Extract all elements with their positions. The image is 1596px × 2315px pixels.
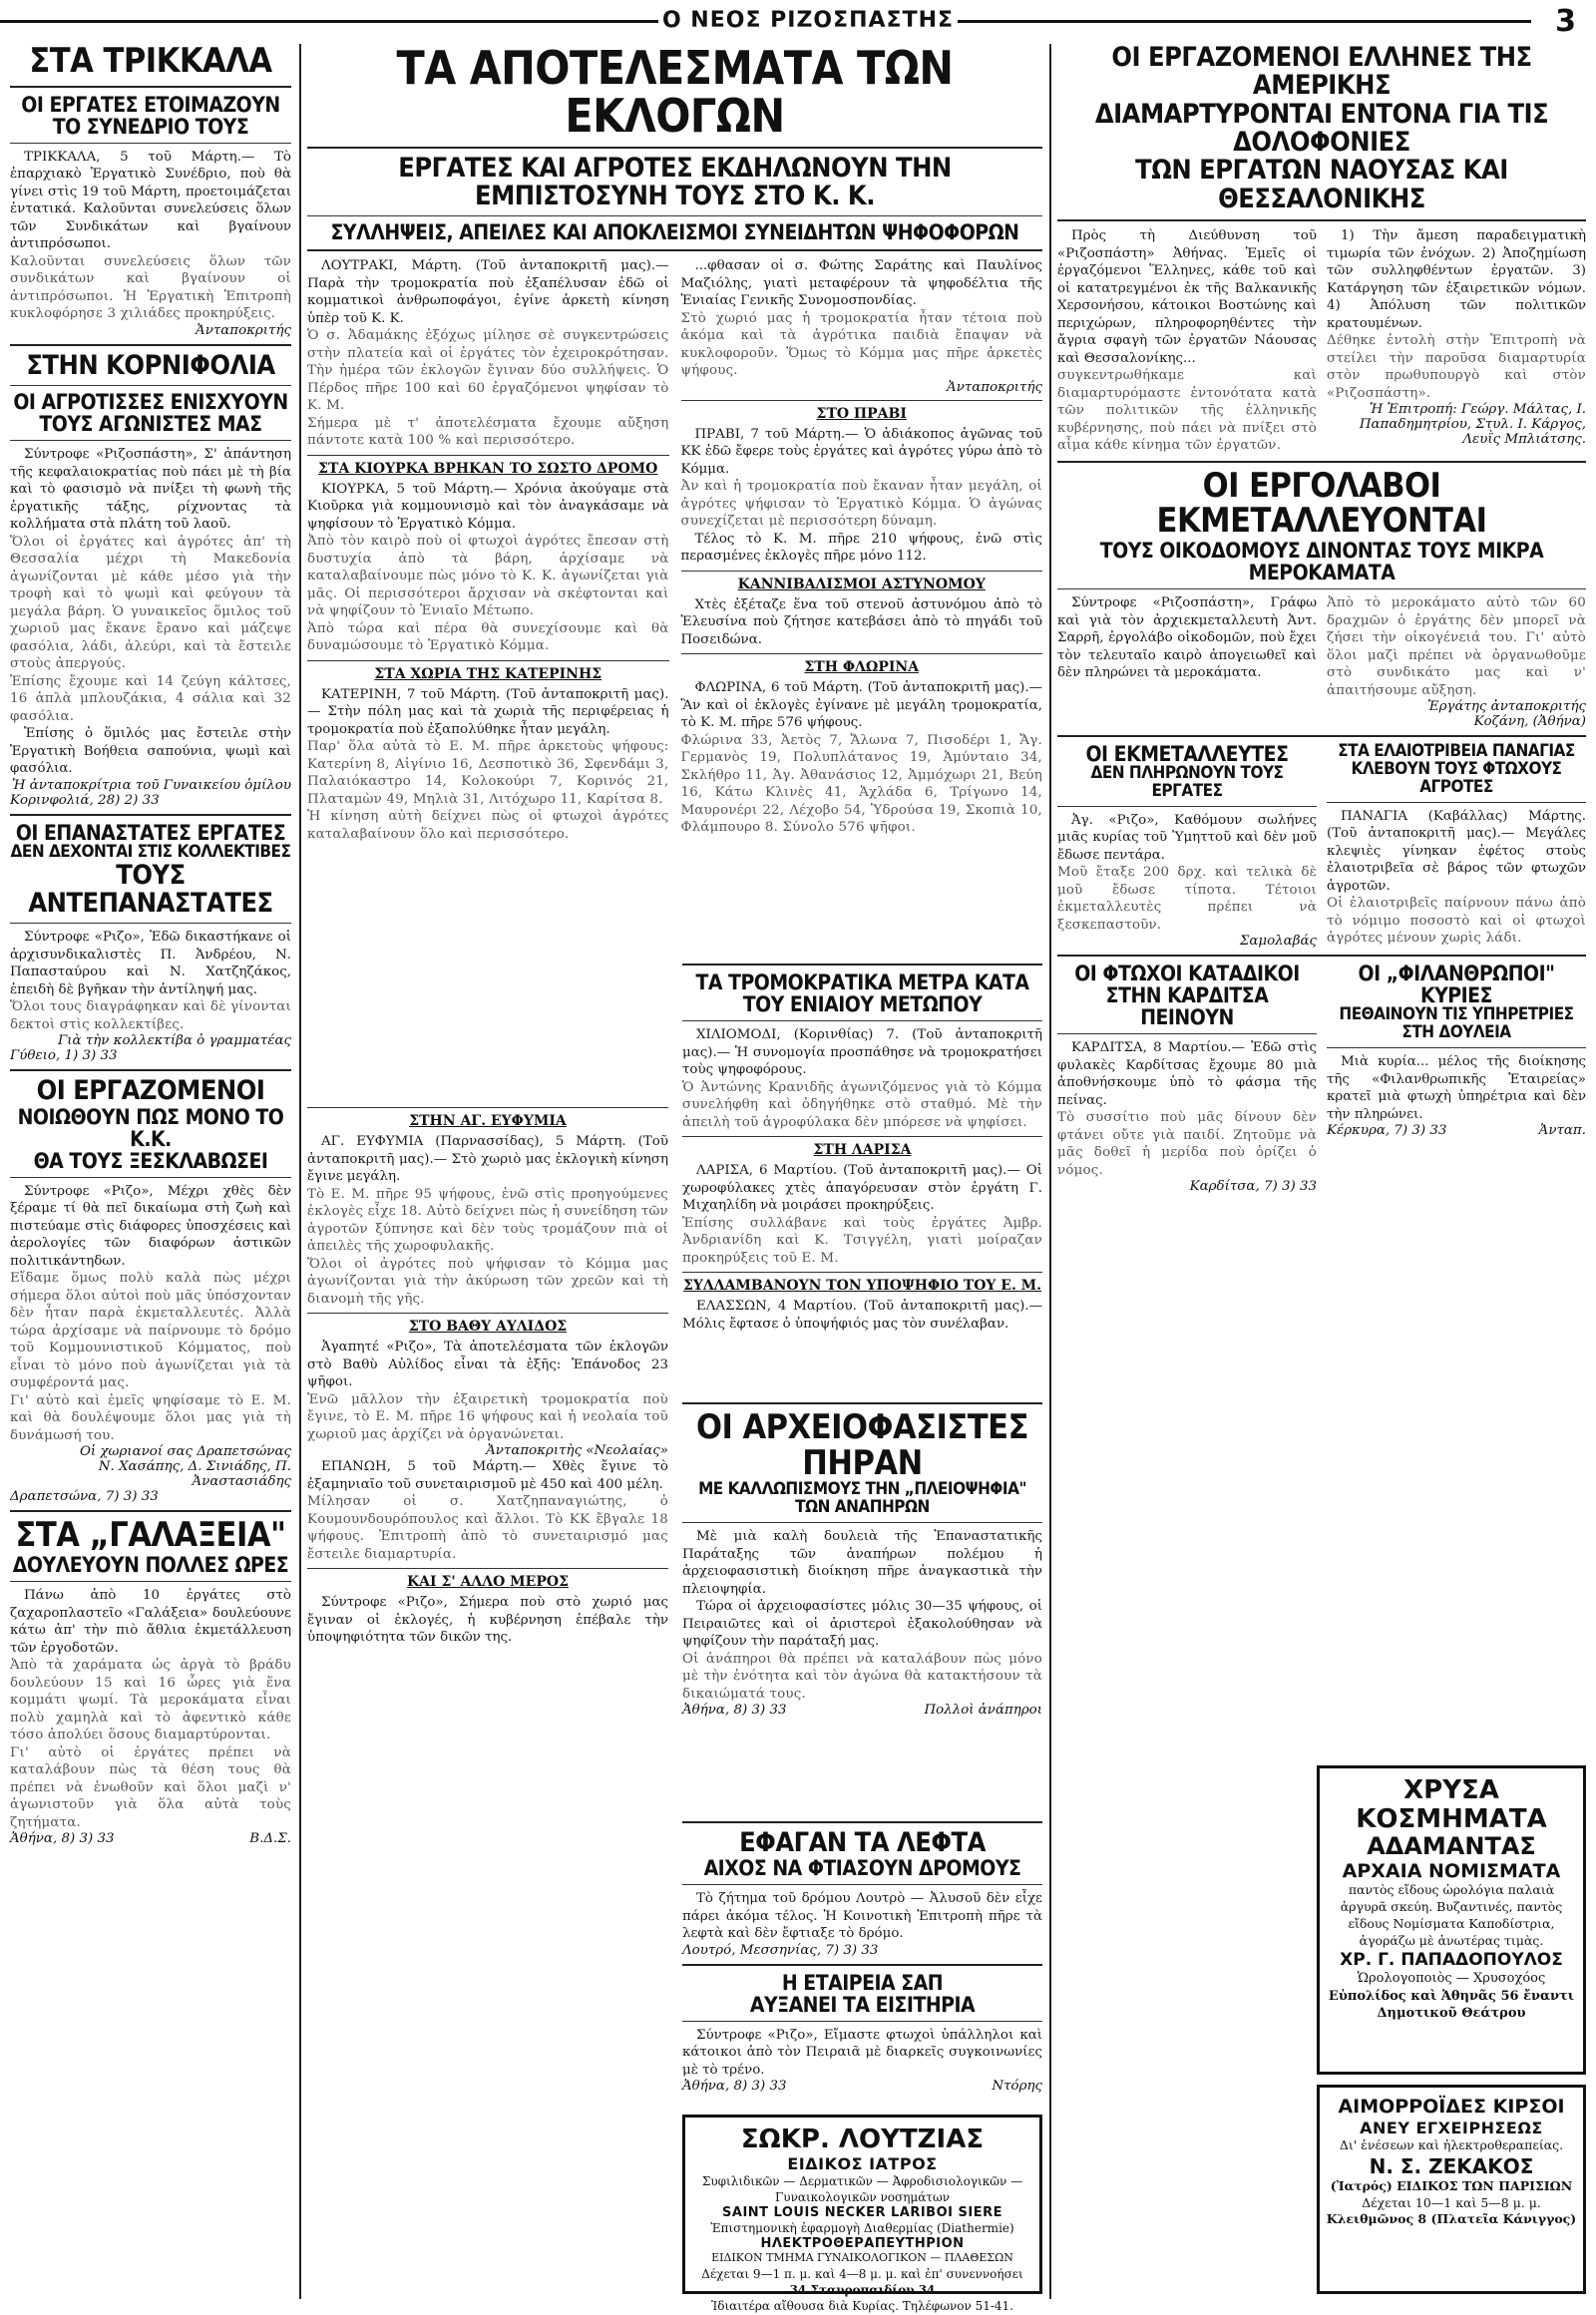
divider (10, 344, 291, 346)
masthead-rule-right (958, 20, 1531, 23)
divider (10, 440, 291, 441)
section-heading: ΣΤΗΝ ΑΓ. ΕΥΦΥΜΙΑ (409, 1113, 567, 1129)
main-subheadline: ΣΥΛΛΗΨΕΙΣ, ΑΠΕΙΛΕΣ ΚΑΙ ΑΠΟΚΛΕΙΣΜΟΙ ΣΥΝΕΙΔΗΤΩΝ ΨΗΦΟΦΟΡΩΝ (330, 220, 1019, 245)
headline: ΔΙΑΜΑΡΤΥΡΟΝΤΑΙ ΕΝΤΟΝΑ ΓΙΑ ΤΙΣ ΔΟΛΟΦΟΝΙΕΣ (1094, 98, 1549, 159)
section-heading: ΣΤΗ ΦΛΩΡΙΝΑ (804, 659, 920, 676)
dateline: Καρδίτσα, 7) 3) 33 (1189, 1179, 1317, 1195)
article-signature: Πολλοὶ ἀνάπηροι (924, 1703, 1042, 1719)
article-text: Σύντροφε «Ριζο», Μέχρι χθὲς δὲν ξέραμε τί θὰ πεῖ δικαίωμα στὴ ζωὴ καὶ πιστεύαμε στὶς διάφορες ὑποσχέσεις καὶ ἀερολογίες τῶν διαφόρων ἀστικῶν πολιτικάντηδων. (10, 1183, 291, 1269)
ad-doctor-hospital: SAINT LOUIS NECKER LARIBOI SIERE (722, 2204, 1002, 2220)
divider (682, 2021, 1042, 2022)
subheadline: ΑΙΧΟΣ ΝΑ ΦΤΙΑΣΟΥΝ ΔΡΟΜΟΥΣ (703, 1856, 1021, 1881)
divider (681, 653, 1043, 654)
article-text: ΛΑΡΙΣΑ, 6 Μαρτίου. (Τοῦ ἀνταποκριτῆ μας).— Οἱ χωροφύλακες χτὲς ἀπαγόρευσαν στὸν ἐργάτη Γ. Μιχαηλίδη νὰ μοιράσει προκηρύξεις. (682, 1163, 1042, 1214)
divider (307, 1313, 668, 1314)
section-heading: ΣΤΟ ΒΑΘΥ ΑΥΛΙΔΟΣ (408, 1319, 568, 1335)
ad-gold-line1: ΧΡΥΣΑ ΚΟΣΜΗΜΑΤΑ (1356, 1775, 1547, 1834)
ad-hemo-hours: Δέχεται 10—1 καὶ 5—8 μ. μ. (1362, 2194, 1541, 2210)
divider (307, 147, 1042, 149)
dateline: Κέρκυρα, 7) 3) 33 (1327, 1123, 1447, 1139)
subheadline: ΔΕΝ ΔΕΧΟΝΤΑΙ ΣΤΙΣ ΚΟΛΛΕΚΤΙΒΕΣ (10, 841, 291, 862)
dateline: Κοζάνη, (Ἀθήνα) (1473, 714, 1586, 730)
headline: ΣΤΑ ΕΛΑΙΟΤΡΙΒΕΙΑ ΠΑΝΑΓΙΑΣ (1338, 741, 1575, 762)
subheadline: ΘΑ ΤΟΥΣ ΞΕΣΚΛΑΒΩΣΕΙ (33, 1148, 268, 1173)
section-heading: ΚΑΙ Σ' ΑΛΛΟ ΜΕΡΟΣ (407, 1574, 569, 1590)
headline: ΟΙ ΕΡΓΑΖΟΜΕΝΟΙ (36, 1075, 265, 1107)
article-text-continued: Ἐνῶ μᾶλλον τὴν ἐξαιρετικὴ τρομοκρατία ποὺ ἔγινε, τὸ Ε. Μ. πῆρε 16 ψήφους καὶ ἡ νεολαία τοῦ χωριοῦ μας ἀρχίζει νὰ ὀργανώνεται. (307, 1391, 668, 1442)
ad-doctor-desc: Συφιλιδικῶν — Δερματικῶν — Ἀφροδισιολογικῶν — Γυναικολογικῶν νοσημάτων (701, 2173, 1023, 2204)
article-text-continued: Ὅλοι τους διαγράφηκαν καὶ δὲ γίνονται δεκτοὶ στὶς κολλεκτίβες. (10, 999, 291, 1032)
article-text-continued: Στὸ χωριό μας ἡ τρομοκρατία ἦταν τέτοια ποὺ ἀκόμα καὶ τὰ ἀγρότικα παιδιὰ ἔπαψαν νὰ κυκλοφοροῦν. Ὅμως τὸ Κόμμα μας πῆρε ἀρκετὲς ψήφους. (680, 310, 1042, 379)
subheadline: ΣΤΗΝ ΚΑΡΔΙΤΣΑ ΠΕΙΝΟΥΝ (1105, 983, 1269, 1030)
divider (682, 1020, 1042, 1021)
subheadline: ΤΟΥΣ ΑΝΤΕΠΑΝΑΣΤΑΤΕΣ (28, 859, 273, 919)
subheadline: ΟΙ ΑΓΡΟΤΙΣΣΕΣ ΕΝΙΣΧΥΟΥΝ ΤΟΥΣ ΑΓΩΝΙΣΤΕΣ ΜΑΣ (13, 390, 288, 437)
article-text: Ἀγαπητέ «Ριζο», Τὰ ἀποτελέσματα τῶν ἐκλογῶν στὸ Βαθὺ Αὐλίδος εἶναι τὰ ἑξῆς: Ἐπάνοδος 23 ψῆφοι. (307, 1340, 668, 1389)
article-text-continued: Ἀπὸ τὰ χαράματα ὡς ἀργὰ τὸ βράδυ δουλεύουν 15 καὶ 16 ὧρες γιὰ ἕνα κομμάτι ψωμί. Τὰ μεροκάματα εἶναι πολὺ χαμηλὰ καὶ τὸ ἀφεντικὸ κάθε τόσο ἀπολύει ὅσους διαμαρτύρονται. Γι' αὐτὸ οἱ ἐργάτες πρέπει νὰ καταλάβουν πὼς τὰ θέση τους θὰ πρέπει νὰ ἑνωθοῦν καὶ ὅλοι μαζὶ ν' ἀγωνιστοῦν γιὰ ὅλα αὐτὰ τοὺς ζητήματα. (10, 1658, 291, 1830)
divider (10, 814, 291, 816)
ad-gold-line3: ΑΡΧΑΙΑ ΝΟΜΙΣΜΑΤΑ (1342, 1859, 1561, 1882)
divider (1057, 735, 1586, 737)
ergolavoi-body (1057, 594, 1586, 729)
divider (1057, 955, 1586, 957)
doctor-advertisement (682, 2115, 1042, 2314)
article-text: Σύντροφε «Ριζο», Σήμερα ποὺ στὸ χωριό μας ἔγιναν οἱ ἐκλογές, ἡ κυβέρνηση ἐπέβαλε τὴν ὑποψηφιότητα τῶν δικῶν της. (307, 1595, 668, 1645)
article-signature: Ἐργάτης ἀνταποκριτής (1427, 699, 1586, 715)
subheadline: ΤΟΥΣ ΟΙΚΟΔΟΜΟΥΣ ΔΙΝΟΝΤΑΣ ΤΟΥΣ ΜΙΚΡΑ ΜΕΡΟΚΑΜΑΤΑ (1099, 538, 1544, 584)
article-text: ΕΠΑΝΩΗ, 5 τοῦ Μάρτη.— Χθὲς ἔγινε τὸ ἐξαμηνιαῖο τοῦ συνεταιρισμοῦ μὲ 450 καὶ 400 μέλη. (307, 1459, 668, 1492)
divider (682, 1522, 1042, 1523)
article-text: ΚΙΟΥΡΚΑ, 5 τοῦ Μάρτη.— Χρόνια ἀκούγαμε στὰ Κιοῦρκα γιὰ κομμουνισμὸ καὶ τὸν ἀναγκάσαμε νὰ ψηφίσουν τὸ Ἐργατικὸ Κόμμα. (307, 481, 669, 532)
article-text: Μὲ μιὰ καλὴ δουλειὰ τῆς Ἐπαναστατικῆς Παράταξης τῶν ἀναπήρων πολέμου ἡ ἀρχειοφασιστικὴ διοίκηση πῆρε ἀναγκαστικὰ τὴν πλειοψηφία. (682, 1529, 1042, 1597)
article-signature: Ἀνταποκριτής (196, 322, 291, 338)
divider (1327, 1047, 1586, 1048)
divider (10, 1177, 291, 1178)
article-text: Πρὸς τὴ Διεύθυνση τοῦ «Ριζοσπάστη» Ἀθήνας. Ἐμεῖς οἱ ἐργαζόμενοι Ἕλληνες, κάθε τοῦ καὶ οἱ κατατρεγμένοι ἐκ τῆς Βαλκανικῆς Χερσονήσου, κάτοικοι Βοστώνης καὶ περιχώρων, πληροφορηθέντες τὴν ἄγρια σφαγὴ τῶν ἐργατῶν Νάουσας καὶ Θεσσαλονίκης... (1057, 228, 1317, 366)
dateline: Ἀθήνα, 8) 3) 33 (682, 2079, 787, 2095)
article-text: ΑΓ. ΕΥΦΥΜΙΑ (Παρνασσίδας), 5 Μάρτη. (Τοῦ ἀνταποκριτῆ μας).— Στὸ χωριὸ μας ἐκλογικὴ κίνηση ἔγινε μεγάλη. (307, 1134, 668, 1184)
headline: ΟΙ ΕΡΓΑΖΟΜΕΝΟΙ ΕΛΛΗΝΕΣ ΤΗΣ ΑΜΕΡΙΚΗΣ (1111, 42, 1532, 102)
divider (307, 455, 669, 456)
article-text: Τέλος τὸ Κ. Μ. πῆρε 210 ψήφους, ἐνῶ στὶς περασμένες ἐκλογὲς πῆρε μόνο 112. (680, 531, 1042, 565)
subheadline: ΑΥΞΑΝΕΙ ΤΑ ΕΙΣΙΤΗΡΙΑ (749, 1992, 976, 2017)
article-text: Τὸ ζήτημα τοῦ δρόμου Λουτρὸ — Ἀλυσοῦ δὲν εἶχε πάρει ἀκόμα τέλος. Ἡ Κοινοτικὴ Ἐπιτροπὴ πῆρε τὰ λεφτὰ καὶ δὲν ἔφτιαξε τὸ δρόμο. (682, 1891, 1042, 1942)
article-text-continued: Καλοῦνται συνελεύσεις ὅλων τῶν συνδικάτων καὶ βγαίνουν οἱ ἀντιπρόσωποι. Ἡ Ἐργατικὴ Ἐπιτροπὴ κυκλοφόρησε 3 χιλιάδες προκηρύξεις. (10, 253, 291, 322)
divider (682, 1402, 1042, 1404)
ad-gold-desc: παντὸς εἴδους ὡρολόγια παλαιὰ ἀργυρᾶ σκεύη. Βυζαντινές, παντὸς εἴδους Νομίσματα Καποδίστρια, ἀγοράζω μὲ ἀνωτέρας τιμὰς. (1340, 1882, 1563, 1948)
article-text: Σύντροφε «Ριζο», Εἴμαστε φτωχοὶ ὑπάλληλοι καὶ κάτοικοι ἀπὸ τὸν Πειραιᾶ μὲ διαρκεῖς συγκοινωνίες μὲ τὸ τρένο. (682, 2027, 1042, 2078)
dateline: Ἀθήνα, 8) 3) 33 (682, 1703, 787, 1719)
article-signature: Ἡ ἀνταποκρίτρια τοῦ Γυναικείου ὁμίλου (12, 777, 291, 793)
dateline: Ἀθήνα, 8) 3) 33 (10, 1831, 115, 1847)
article-text-continued: Ἀν καὶ ἡ τρομοκρατία ποὺ ἔκαναν ἦταν μεγάλη, οἱ ἀγρότες ψήφισαν τὸ Ἐργατικὸ Κόμμα. Ὁ ἀγώνας συνεχίζεται μὲ περισσότερη δύναμη. (680, 479, 1042, 530)
article-signature: Γιὰ τὴν κολλεκτίβα ὁ γραμματέας (58, 1033, 291, 1049)
subheadline: ΚΛΕΒΟΥΝ ΤΟΥΣ ΦΤΩΧΟΥΣ ΑΓΡΟΤΕΣ (1351, 758, 1562, 797)
article-text-continued: Εἴδαμε ὅμως πολὺ καλὰ πὼς μέχρι σήμερα ὅλοι αὐτοὶ ποὺ μᾶς ὑπόσχονταν δὲν ἦταν παρὰ ἐκμεταλλευτές. Ἀλλὰ τώρα ἀρχίσαμε νὰ παίρνουμε τὸ δρόμο τοῦ Κομμουνιστικοῦ Κόμματος, ποὺ εἶναι τὸ μόνο ποὺ ἀγωνίζεται γιὰ τὰ συμφέροντά μας. Γι' αὐτὸ καὶ ἐμεῖς ψηφίσαμε τὸ Ε. Μ. καὶ θὰ δουλέψουμε ὅλοι μας γιὰ τὴ δυνάμωσή του. (10, 1271, 291, 1443)
column-3-bottom (682, 1815, 1042, 2115)
article-text: ΠΑΝΑΓΙΑ (Καβάλλας) Μάρτης. (Τοῦ ἀνταποκριτῆ μας).— Μεγάλες κλεψιὲς γίνηκαν ἐφέτος στοὺς ἐλαιοτριβεῖα σὲ βάρος τῶν φτωχῶν ἀγροτῶν. (1327, 808, 1586, 894)
masthead-rule-left (0, 20, 658, 23)
divider (682, 964, 1042, 965)
divider (10, 86, 291, 88)
article-text-continued: Φλώρινα 33, Ἀετὸς 7, Ἄλωνα 7, Πισοδέρι 1, Ἄγ. Γερμανὸς 19, Πολυπλάτανος 19, Ἀμύνταιο 34, Σκλήθρο 11, Ἀγ. Ἀθανάσιος 12, Ἀμμόχωρι 21, Βεύη 16, Κάτω Κλινὲς 41, Ἀχλάδα 6, Τρίγωνο 14, Μαυρονέρι 22, Λέχοβο 54, Ὑδρούσα 19, Σκοπιὰ 10, Φλάμπουρο 8. Σύνολο 576 ψῆφοι. (680, 732, 1042, 836)
section-heading: ΣΤΟ ΠΡΑΒΙ (816, 405, 907, 422)
divider (307, 660, 669, 661)
divider (681, 400, 1043, 401)
column-2-top (307, 257, 669, 1135)
article-text-continued: Παρ' ὅλα αὐτὰ τὸ Ε. Μ. πῆρε ἀρκετοὺς ψήφους: Κατερίνη 8, Αἰγίνιο 16, Δεσποτικὸ 36, Σφενδάμι 3, Παλαιόκαστρο 14, Κολοκούρι 7, Κορινός 21, Πλαταμὼν 49, Μηλιὰ 31, Λιτόχωρο 11, Καρίτσα 8. Ἡ κίνηση αὐτὴ δείχνει πὼς οἱ φτωχοὶ ἀγρότες καταλαβαίνουν ὅλο καὶ περισσότερο. (307, 739, 669, 842)
ad-gold-line2: ΑΔΑΜΑΝΤΑΣ (1367, 1832, 1536, 1861)
divider (307, 249, 1042, 251)
divider (10, 1581, 291, 1582)
article-signature: Οἱ χωριανοί σας Δραπετσώνας (79, 1444, 291, 1460)
article-signature: Ἡ Ἐπιτροπή: Γεώργ. Μάλτας, Ι. Παπαδημητρίου, Στυλ. Ι. Κάργος, Λευῒς Μπλιάτσης. (1359, 402, 1586, 448)
article-text: ...φθασαν οἱ σ. Φώτης Σαράτης καὶ Παυλίνος Μαζιόλης, γιατὶ μεταφέρουν τὰ ψηφοδέλτια τῆς Ἑνιαίας Γενικῆς Συνομοσπονδίας. (680, 258, 1042, 309)
subheadline: ΜΕ ΚΑΛΛΩΠΙΣΜΟΥΣ ΤΗΝ „ΠΛΕΙΟΨΗΦΙΑ" ΤΩΝ ΑΝΑΠΗΡΩΝ (698, 1479, 1026, 1518)
divider (1057, 219, 1586, 221)
ad-gold-name: ΧΡ. Γ. ΠΑΠΑΔΟΠΟΥΛΟΣ (1340, 1949, 1563, 1970)
article-text: Σύντροφε «Ριζοσπάστη», Σ' ἀπάντηση τῆς κεφαλαιοκρατίας ποὺ πάει μὲ τὴ βία καὶ τὸ φασισμὸ νὰ πνίξει τὴ φωνὴ τῆς ἐργατικῆς τάξης, ρίχνοντας τὰ κολλήματα στὰ πλάτη τοῦ λαοῦ. (10, 447, 291, 533)
divider (1327, 802, 1586, 803)
article-text: Ἐπίσης ὁ ὅμιλός μας ἔστειλε στὴν Ἐργατικὴ Βοήθεια σαπούνια, ψωμὶ καὶ φασόλια. (10, 726, 291, 777)
divider (682, 1884, 1042, 1885)
main-headline: ΤΑ ΑΠΟΤΕΛΕΣΜΑΤΑ ΤΩΝ ΕΚΛΟΓΩΝ (396, 41, 954, 144)
article-text-continued: Ὅλοι οἱ ἐργάτες καὶ ἀγρότες ἀπ' τὴ Θεσσαλία μέχρι τὴ Μακεδονία ἀγωνίζονται μὲ κάθε μέσο γιὰ τὴν τροφὴ καὶ τὸ ψωμὶ καὶ φεύγουν τὰ μεγάλα βάρη. Ὁ γυναικεῖος ὅμιλος τοῦ χωριοῦ μας ἔκανε ἔρανο καὶ μάζεψε φασόλια, λάδι, ἀλεύρι, καὶ τὰ ἔστειλε στοὺς ἀπεργούς. Ἐπίσης ἔχουμε καὶ 14 ζεύγη κάλτσες, 16 ἁπλὰ μπλουζάκια, 4 σάλια καὶ 32 φασόλια. (10, 534, 291, 724)
american-greeks-body (1057, 227, 1586, 455)
ad-doctor-hours: Δέχεται 9—1 π. μ. καὶ 4—8 μ. μ. καὶ ἐπ' συνεννοήσει (701, 2267, 1023, 2281)
headline: ΤΩΝ ΕΡΓΑΤΩΝ ΝΑΟΥΣΑΣ ΚΑΙ ΘΕΣΣΑΛΟΝΙΚΗΣ (1135, 155, 1508, 214)
ad-hemo-name: Ν. Σ. ΖΕΚΑΚΟΣ (1369, 2153, 1534, 2178)
ad-hemo-desc: Δι' ἐνέσεων καὶ ἠλεκτροθεραπείας. (1339, 2136, 1564, 2152)
ad-hemo-role: (Ἰατρός) ΕΙΔΙΚΟΣ ΤΩΝ ΠΑΡΙΣΙΩΝ (1330, 2177, 1573, 2193)
divider (10, 385, 291, 386)
headline: ΤΑ ΤΡΟΜΟΚΡΑΤΙΚΑ ΜΕΤΡΑ ΚΑΤΑ ΤΟΥ ΕΝΙΑΙΟΥ ΜΕΤΩΠΟΥ (695, 970, 1029, 1017)
article-text-continued: συγκεντρωθήκαμε καὶ διαμαρτυρόμαστε ἐντονότατα κατὰ τῶν πολιτικῶν τῆς ἑλληνικῆς κυβέρνησης, ποὺ πάει νὰ πνίξει στὸ αἷμα κάθε κίνημα τῶν ἐργατῶν. (1057, 368, 1317, 454)
article-text-continued: Τὸ Ε. Μ. πῆρε 95 ψήφους, ἐνῶ στὶς προηγούμενες ἐκλογὲς εἶχε 18. Αὐτὸ δείχνει πὼς ἡ συνείδηση τῶν ἀγροτῶν ξύπνησε καὶ δὲν τοὺς τρομάζουν πιὰ οἱ ἀπειλὲς τῆς χωροφυλακῆς. Ὅλοι οἱ ἀγρότες ποὺ ψήφισαν τὸ Κόμμα μας ἀγωνίζονται γιὰ τὴν ἀκύρωση τῶν χρεῶν καὶ τὴ διανομὴ τῆς γῆς. (307, 1186, 668, 1307)
divider (682, 1272, 1042, 1273)
ad-hemo-line1: ΑΙΜΟΡΡΟΪΔΕΣ ΚΙΡΣΟΙ (1338, 2096, 1565, 2118)
ad-hemo-address: Κλειθμῶνος 8 (Πλατεῖα Κάνιγγος) (1326, 2211, 1577, 2227)
two-article-row (1057, 963, 1586, 1194)
headline: Η ΕΤΑΙΡΕΙΑ ΣΑΠ (781, 1970, 944, 1995)
dateline: Λουτρό, Μεσσηνίας, 7) 3) 33 (682, 1942, 879, 1958)
masthead-title: Ο ΝΕΟΣ ΡΙΖΟΣΠΑΣΤΗΣ (658, 8, 958, 33)
section-heading: ΣΥΛΛΑΜΒΑΝΟΥΝ ΤΟΝ ΥΠΟΨΗΦΙΟ ΤΟΥ Ε. Μ. (682, 1278, 1042, 1295)
subheadline: ΔΟΥΛΕΥΟΥΝ ΠΟΛΛΕΣ ΩΡΕΣ (12, 1552, 289, 1577)
divider (307, 1568, 668, 1569)
ad-hemo-line2: ΑΝΕΥ ΕΓΧΕΙΡΗΣΕΩΣ (1360, 2118, 1543, 2137)
section-heading: ΣΤΑ ΚΙΟΥΡΚΑ ΒΡΗΚΑΝ ΤΟ ΣΩΣΤΟ ΔΡΟΜΟ (318, 460, 658, 477)
divider (681, 571, 1043, 572)
article-signature: Ἀνταπ. (1538, 1123, 1586, 1139)
article-text: Σύντροφε «Ριζο», Ἐδῶ δικαστήκανε οἱ ἀρχισυνδικαλιστὲς Π. Ἀνδρέου, Ν. Παπασταύρου καὶ Ν. Χατζηζάκος, ἐπειδὴ δὲ βγῆκαν τὴν ἀντίληψή μας. (10, 930, 291, 997)
two-article-row (1057, 743, 1586, 949)
ad-gold-address: Εὐπολίδος καὶ Ἀθηνᾶς 56 ἔναντι Δημοτικοῦ Θεάτρου (1328, 1988, 1575, 2022)
article-text: ΚΑΤΕΡΙΝΗ, 7 τοῦ Μάρτη. (Τοῦ ἀνταποκριτῆ μας).— Στὴν πόλη μας καὶ τὰ χωριὰ τῆς περιφέρειας ἡ τρομοκρατία ποὺ ἐξαπολύθηκε ἦταν μεγάλη. (307, 686, 669, 737)
subheadline: ΝΟΙΩΘΟΥΝ ΠΩΣ ΜΟΝΟ ΤΟ Κ.Κ. (17, 1104, 284, 1151)
article-text: ΠΡΑΒΙ, 7 τοῦ Μάρτη.— Ὁ ἀδιάκοπος ἀγῶνας τοῦ ΚΚ ἐδῶ ἔφερε τοὺς ἐργάτες καὶ ἀγρότες γύρω ἀπὸ τὸ Κόμμα. (680, 426, 1042, 477)
ad-doctor-phone: Ἰδιαιτέρα αἴθουσα διὰ Κυρίας. Τηλέφωνον 51-41. (710, 2299, 1014, 2314)
divider (10, 923, 291, 924)
main-subheadline: ΕΡΓΑΤΕΣ ΚΑΙ ΑΓΡΟΤΕΣ ΕΚΔΗΛΩΝΟΥΝ ΤΗΝ ΕΜΠΙΣΤΟΣΥΝΗ ΤΟΥΣ ΣΤΟ Κ. Κ. (398, 152, 952, 211)
subheadline: ΟΙ ΕΡΓΑΤΕΣ ΕΤΟΙΜΑΖΟΥΝ ΤΟ ΣΥΝΕΔΡΙΟ ΤΟΥΣ (21, 92, 280, 139)
article-signature: Ἀνταποκριτὴς «Νεολαίας» (486, 1443, 668, 1458)
article-text-continued: Ἐπίσης συλλάβανε καὶ τοὺς ἐργάτες Ἀμβρ. Ἀνδριανίδη καὶ Κ. Τσιγγέλη, γιατὶ μοίραζαν προκηρύξεις τοῦ Ε. Μ. (682, 1215, 1042, 1266)
divider (1057, 461, 1586, 463)
masthead (0, 4, 1596, 39)
dateline: Δραπετσώνα, 7) 3) 33 (10, 1489, 159, 1505)
headline: ΟΙ ΕΠΑΝΑΣΤΑΤΕΣ ΕΡΓΑΤΕΣ (15, 820, 286, 845)
article-text-continued: Ἀπὸ τὸν καιρὸ ποὺ οἱ φτωχοὶ ἀγρότες ἔπεσαν στὴ δυστυχία ἀπὸ τὰ βάρη, ἀρχίσαμε νὰ καταλαβαίνουμε πὼς μόνο τὸ Κ. Κ. ἀγωνίζεται γιὰ μᾶς. Οἱ περισσότεροι ἄρχισαν νὰ σκέφτονται καὶ νὰ ψηφίζουν τὸ Ἑνιαῖο Μέτωπο. Ἀπὸ τώρα καὶ πέρα θὰ συνεχίσουμε καὶ θὰ δυναμώσουμε τὸ Ἐργατικὸ Κόμμα. (307, 534, 669, 654)
article-text-continued: Δέθηκε ἐντολὴ στὴν Ἐπιτροπὴ νὰ στείλει τὴν παροῦσα διαμαρτυρία στὸν πρωθυπουργὸ καὶ στὸν «Ριζοσπάστη». (1327, 333, 1586, 401)
column-1 (10, 41, 291, 2299)
ad-doctor-address: 34 Σταυροπαιδίου 34 (789, 2283, 936, 2298)
headline: ΣΤΑ ΤΡΙΚΚΑΛΑ (29, 41, 272, 81)
headline: ΟΙ ΦΤΩΧΟΙ ΚΑΤΑΔΙΚΟΙ (1074, 962, 1300, 986)
article-text: ΛΟΥΤΡΑΚΙ, Μάρτη. (Τοῦ ἀνταποκριτῆ μας).— Παρὰ τὴν τρομοκρατία ποὺ ἐξαπέλυσαν ἐδῶ οἱ κομματικοὶ ἀνθρωποφάγοι, ἐγίνε ἀρκετὴ κίνηση ὑπὲρ τοῦ Κ. Κ. (307, 258, 669, 326)
archeio-article (682, 1396, 1042, 1815)
article-text: Μιὰ κυρία... μέλος τῆς διοίκησης τῆς «Φιλανθρωπικῆς Ἑταιρείας» κρατεῖ μιὰ φτωχὴ ὑπηρέτρια καὶ δὲν τὴν πληρώνει. (1327, 1054, 1586, 1122)
article-text-continued: Μοῦ ἔταξε 200 δρχ. καὶ τελικὰ δὲ μοῦ ἔδωσε τίποτα. Τέτοιοι ἐκμεταλλευτὲς πρέπει νὰ ξεσκεπαστοῦν. (1057, 865, 1317, 933)
divider (10, 143, 291, 144)
ad-doctor-sub: ΗΛΕΚΤΡΟΘΕΡΑΠΕΥΤΗΡΙΟΝ (760, 2236, 965, 2252)
headline: ΟΙ ΕΚΜΕΤΑΛΛΕΥΤΕΣ (1085, 742, 1289, 767)
section-heading: ΣΤΑ ΧΩΡΙΑ ΤΗΣ ΚΑΤΕΡΙΝΗΣ (374, 665, 602, 682)
page-number: 3 (1555, 4, 1576, 39)
headline: ΣΤΑ „ΓΑΛΑΞΕΙΑ" (15, 1515, 286, 1556)
article-text: ΧΙΛΙΟΜΟΔΙ, (Κορινθίας) 7. (Τοῦ ἀνταποκριτῆ μας).— Ἡ συνομογία προσπάθησε νὰ τρομοκρατήσει τοὺς ψηφοφόρους. (682, 1027, 1042, 1078)
divider (10, 1069, 291, 1071)
headline: ΕΦΑΓΑΝ ΤΑ ΛΕΦΤΑ (739, 1827, 986, 1858)
article-text: ΤΡΙΚΚΑΛΑ, 5 τοῦ Μάρτη.— Τὸ ἐπαρχιακὸ Ἐργατικὸ Συνέδριο, ποὺ θὰ γίνει στὶς 19 τοῦ Μάρτη, προετοιμάζεται ἐντατικά. Καλοῦνται συνελεύσεις ὅλων τῶν Συνδικάτων καὶ βγαίνουν ἀντιπρόσωποι. (10, 149, 291, 252)
article-signature: Ἀνταποκριτής (947, 379, 1042, 395)
dateline: Κορινφολιά, 28) 2) 33 (10, 792, 160, 808)
divider (1057, 588, 1586, 589)
article-text-continued: Μίλησαν οἱ σ. Χατζηπαναγιώτης, ὁ Κουμουνδουρόπουλος καὶ ἄλλοι. Τὸ ΚΚ ἔβγαλε 18 ψήφους. Ἐπιτροπὴ ἀπὸ τὸ συνεταιρισμό μας ἔστειλε διαμαρτυρία. (307, 1494, 668, 1562)
article-text: Χτὲς ἐξέταζε ἕνα τοῦ στενοῦ ἀστυνόμου ἀπὸ τὸ Ἑλευσίνα ποὺ ζήτησε κατεβάσει ἀπὸ τὸ πηγάδι τοῦ Ποσειδώνα. (680, 596, 1042, 647)
article-signature: Β.Δ.Σ. (249, 1831, 291, 1847)
divider (682, 1821, 1042, 1823)
headline: ΟΙ ΕΡΓΟΛΑΒΟΙ ΕΚΜΕΤΑΛΛΕΥΟΝΤΑΙ (1156, 465, 1487, 542)
article-text-continued: Ὁ σ. Ἀδαμάκης ἐξόχως μίλησε σὲ συγκεντρώσεις στὴν πλατεία καὶ οἱ ἐργάτες τὸν ἐχειροκρότησαν. Τὴν ἡμέρα τῶν ἐκλογῶν ἔγιναν δύο συλλήψεις. Ὁ Πέρδος πῆρε 100 καὶ 60 ἐργαζόμενοι ψηφίσαν τὸ Κ. Μ. Σήμερα μὲ τ' ἀποτελέσματα ἔχουμε αὔξηση πάντοτε κατὰ 100 % καὶ περισσότερο. (307, 328, 669, 449)
divider (682, 1964, 1042, 1966)
section-heading: ΚΑΝΝΙΒΑΛΙΣΜΟΙ ΑΣΤΥΝΟΜΟΥ (737, 576, 986, 592)
subheadline: ΔΕΝ ΠΛΗΡΩΝΟΥΝ ΤΟΥΣ ΕΡΓΑΤΕΣ (1090, 763, 1284, 801)
article-text: Πάνω ἀπὸ 10 ἐργάτες στὸ ζαχαροπλαστεῖο «Γαλάξεια» δουλεύουνε κάτω ἀπ' τὴν πιὸ ἄθλια ἐκμετάλλευση τῶν ἐργοδοτῶν. (10, 1588, 291, 1656)
column-2-bottom (307, 1102, 668, 2299)
article-text-continued: Ὁ Ἀντώνης Κρανιδῆς ἀγωνιζόμενος γιὰ τὸ Κόμμα συνελήφθη καὶ ὁδηγήθηκε στὸ σταθμό. Μὲ τὴν ἀπειλὴ τοῦ ἀγροφύλακα δὲν μπόρεσε νὰ ψηφίσει. (682, 1079, 1042, 1130)
headline: ΟΙ ΑΡΧΕΙΟΦΑΣΙΣΤΕΣ ΠΗΡΑΝ (696, 1407, 1028, 1483)
divider (10, 1510, 291, 1512)
article-text-continued: Ἀπὸ τὸ μεροκάματο αὐτὸ τῶν 60 δραχμῶν ὁ ἐργάτης δὲν μπορεῖ νὰ ζήσει τὴν οἰκογένειά του. Γι' αὐτὸ ὅλοι μαζὶ πρέπει νὰ ὀργανωθοῦμε στὸ συνδικάτο μας καὶ ν' ἀπαιτήσουμε αὔξηση. (1327, 595, 1586, 698)
divider (1057, 1033, 1317, 1034)
article-text: 1) Τὴν ἄμεση παραδειγματικὴ τιμωρία τῶν ἐνόχων. 2) Ἀποζημίωση τῶν συλληφθέντων ἐργατῶν. 3) Κατάργηση τῶν ἐξαιρετικῶν νόμων. 4) Ἀπόλυση τῶν πολιτικῶν κρατουμένων. (1327, 228, 1586, 331)
divider (682, 1136, 1042, 1137)
article-text: ΚΑΡΔΙΤΣΑ, 8 Μαρτίου.— Ἐδῶ στὶς φυλακὲς Καρδίτσας ἔχουμε 80 μιὰ ἀποθνήσκουμε ὑπὸ τὸ φάσμα τῆς πείνας. (1057, 1040, 1317, 1108)
headline: ΣΤΗΝ ΚΟΡΝΙΦΟΛΙΑ (26, 349, 275, 381)
article-text: Σύντροφε «Ριζοσπάστη», Γράφω καὶ γιὰ τὸν ἀρχιεκμεταλλευτὴ Ἀντ. Σαρρῆ, ἐργολάβο οἰκοδομῶν, ποὺ ἔχει τὸν τελευταῖο καιρὸ ἀπογειωθεῖ καὶ δὲν πληρώνει τὰ μεροκάματα. (1057, 595, 1317, 681)
column-rule (299, 44, 301, 2299)
article-text: ΕΛΑΣΣΩΝ, 4 Μαρτίου. (Τοῦ ἀνταποκριτῆ μας).— Μόλις ἔφτασε ὁ ὑποψήφιός μας τὸν συνέλαβαν. (682, 1299, 1042, 1332)
dateline: Γύθειο, 1) 3) 33 (10, 1048, 118, 1064)
article-text: Τώρα οἱ ἀρχειοφασίστες μόλις 30—35 ψήφους, οἱ Πειραιῶτες καὶ οἱ ἀριστεροὶ ἐξακολούθησαν νὰ ψηφίζουν τὴν παράταξή μας. (682, 1599, 1042, 1650)
divider (1057, 806, 1317, 807)
ad-doctor-sub2: ΕΙΔΙΚΟΝ ΤΜΗΜΑ ΓΥΝΑΙΚΟΛΟΓΙΚΟΝ — ΠΛΑΘΕΣΩΝ (711, 2251, 1013, 2265)
article-text-continued: Οἱ ἐλαιοτριβεῖς παίρνουν πάνω ἀπὸ τὸ νόμιμο ποσοστὸ καὶ οἱ φτωχοὶ ἀγρότες μένουν χωρὶς λάδι. (1327, 896, 1586, 947)
ad-doctor-method: Ἐπιστημονικὴ ἐφαρμογὴ Διαθερμίας (Diathermie) (710, 2220, 1014, 2235)
article-text: ΦΛΩΡΙΝΑ, 6 τοῦ Μάρτη. (Τοῦ ἀνταποκριτῆ μας).— Ἂν καὶ οἱ ἐκλογὲς ἐγίνανε μὲ μεγάλη τρομοκρατία, τὸ Κ. Μ. πῆρε 576 ψήφους. (680, 680, 1042, 731)
ad-gold-role: Ὡρολογοποιὸς — Χρυσοχόος (1357, 1971, 1546, 1987)
headline: ΟΙ „ΦΙΛΑΝΘΡΩΠΟΙ" ΚΥΡΙΕΣ (1358, 962, 1555, 1008)
article-text-continued: Οἱ ἀνάπηροι θὰ πρέπει νὰ καταλάβουν πὼς μόνο μὲ τὴν ἑνότητα καὶ τὸν ἀγώνα θὰ κατακτήσουν τὰ δικαιώματά τους. (682, 1651, 1042, 1702)
gold-advertisement (1317, 1765, 1586, 2075)
ad-doctor-title: ΕΙΔΙΚΟΣ ΙΑΤΡΟΣ (787, 2153, 938, 2173)
article-signature: Σαμολαβάς (1239, 934, 1317, 950)
section-heading: ΣΤΗ ΛΑΡΙΣΑ (813, 1142, 912, 1159)
article-text: Ἀγ. «Ριζο», Καθόμουν σωλήνες μιᾶς κυρίας τοῦ Ὑμηττοῦ καὶ δὲν μοῦ ἔδωσε πεντάρα. (1057, 812, 1317, 863)
article-text-continued: Τὸ συσσίτιο ποὺ μᾶς δίνουν δὲν φτάνει οὔτε γιὰ παιδί. Ζητοῦμε νὰ μᾶς δοθεῖ ἡ μερίδα ποὺ ὁρίζει ὁ νόμος. (1057, 1110, 1317, 1178)
article-signature: Ν. Χασάπης, Δ. Σινιάδης, Π. Ἀναστασιάδης (98, 1459, 291, 1490)
hemorrhoids-advertisement (1317, 2085, 1586, 2294)
ad-doctor-name: ΣΩΚΡ. ΛΟΥΤΖΙΑΣ (740, 2124, 985, 2154)
subheadline: ΠΕΘΑΙΝΟΥΝ ΤΙΣ ΥΠΗΡΕΤΡΙΕΣ ΣΤΗ ΔΟΥΛΕΙΑ (1339, 1004, 1574, 1043)
article-signature: Ντόρης (992, 2079, 1042, 2095)
divider (307, 1107, 668, 1108)
divider (307, 215, 1042, 216)
column-rule (1049, 44, 1051, 2299)
